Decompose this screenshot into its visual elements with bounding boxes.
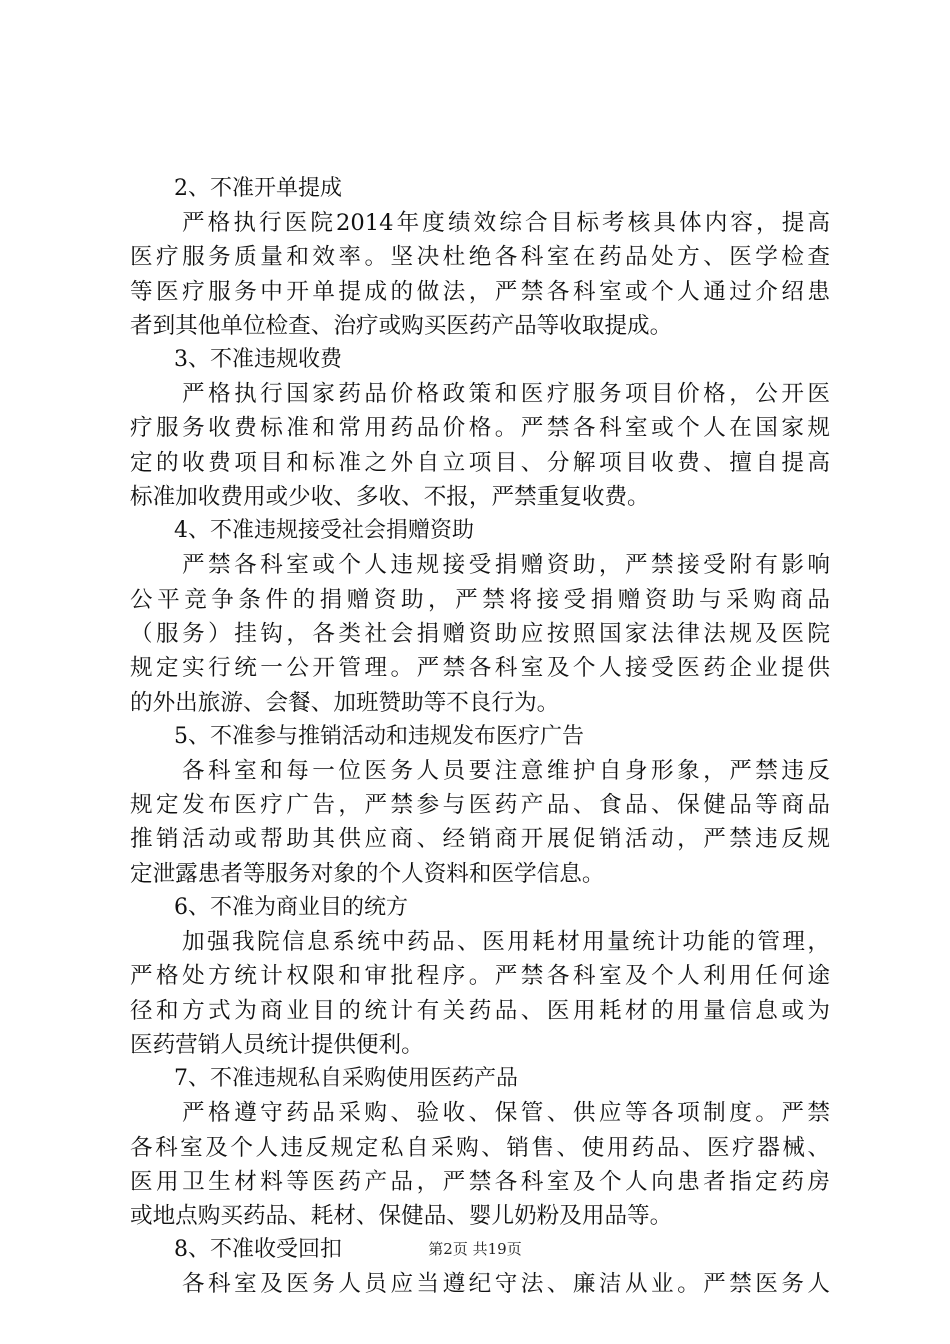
section-heading: 4、不准违规接受社会捐赠资助 [174, 518, 474, 544]
paragraph-line: 医药营销人员统计提供便利。 [130, 1031, 424, 1058]
paragraph-line: 医疗服务质量和效率。坚决杜绝各科室在药品处方、医学检查 [130, 244, 830, 271]
paragraph-line: 公平竞争条件的捐赠资助，严禁将接受捐赠资助与采购商品 [130, 586, 830, 613]
paragraph-line: （服务）挂钩，各类社会捐赠资助应按照国家法律法规及医院 [130, 620, 830, 647]
section-paragraph [130, 925, 830, 1062]
section-2 [130, 172, 830, 343]
paragraph-line: 各科室及个人违反规定私自采购、销售、使用药品、医疗器械、 [130, 1134, 830, 1161]
section-7 [130, 1062, 830, 1233]
section-heading: 6、不准为商业目的统方 [174, 895, 408, 921]
section-heading: 5、不准参与推销活动和违规发布医疗广告 [174, 723, 584, 749]
section-paragraph [130, 548, 830, 719]
paragraph-line: 定泄露患者等服务对象的个人资料和医学信息。 [130, 860, 605, 887]
section-heading: 2、不准开单提成 [174, 176, 342, 201]
section-heading: 3、不准违规收费 [174, 347, 342, 373]
paragraph-line: 严格遵守药品采购、验收、保管、供应等各项制度。严禁 [182, 1100, 830, 1127]
section-5 [130, 720, 830, 891]
section-heading: 8、不准收受回扣 [174, 1237, 342, 1263]
section-6 [130, 891, 830, 1062]
section-heading: 7、不准违规私自采购使用医药产品 [174, 1066, 518, 1092]
document-body [130, 172, 830, 1302]
section-paragraph [130, 754, 830, 891]
section-paragraph [130, 377, 830, 514]
paragraph-line: 标准加收费用或少收、多收、不报，严禁重复收费。 [130, 484, 650, 511]
paragraph-line: 或地点购买药品、耗材、保健品、婴儿奶粉及用品等。 [130, 1203, 673, 1230]
paragraph-line: 疗服务收费标准和常用药品价格。严禁各科室或个人在国家规 [130, 415, 830, 442]
paragraph-line: 等医疗服务中开单提成的做法，严禁各科室或个人通过介绍患 [130, 278, 830, 305]
section-3 [130, 343, 830, 514]
paragraph-line: 定的收费项目和标准之外自立项目、分解项目收费、擅自提高 [130, 449, 830, 476]
section-4 [130, 514, 830, 719]
paragraph-line: 规定发布医疗广告，严禁参与医药产品、食品、保健品等商品 [130, 792, 830, 819]
section-paragraph [130, 206, 830, 343]
paragraph-line: 各科室和每一位医务人员要注意维护自身形象，严禁违反 [182, 757, 830, 784]
paragraph-line: 加强我院信息系统中药品、医用耗材用量统计功能的管理， [182, 929, 830, 956]
paragraph-line: 的外出旅游、会餐、加班赞助等不良行为。 [130, 689, 560, 716]
paragraph-line: 各科室及医务人员应当遵纪守法、廉洁从业。严禁医务人 [182, 1271, 830, 1298]
paragraph-line: 者到其他单位检查、治疗或购买医药产品等收取提成。 [130, 312, 673, 339]
section-paragraph [130, 1267, 830, 1301]
paragraph-line: 严格执行医院2014年度绩效综合目标考核具体内容，提高 [182, 210, 830, 236]
paragraph-line: 规定实行统一公开管理。严禁各科室及个人接受医药企业提供 [130, 655, 830, 682]
paragraph-line: 严格处方统计权限和审批程序。严禁各科室及个人利用任何途 [130, 963, 830, 990]
paragraph-line: 医用卫生材料等医药产品，严禁各科室及个人向患者指定药房 [130, 1168, 830, 1195]
paragraph-line: 推销活动或帮助其供应商、经销商开展促销活动，严禁违反规 [130, 826, 830, 853]
page-footer: 第2页 共19页 [428, 1240, 522, 1258]
paragraph-line: 严格执行国家药品价格政策和医疗服务项目价格，公开医 [182, 381, 830, 408]
paragraph-line: 严禁各科室或个人违规接受捐赠资助，严禁接受附有影响 [182, 552, 830, 579]
section-paragraph [130, 1096, 830, 1233]
paragraph-line: 径和方式为商业目的统计有关药品、医用耗材的用量信息或为 [130, 997, 830, 1024]
